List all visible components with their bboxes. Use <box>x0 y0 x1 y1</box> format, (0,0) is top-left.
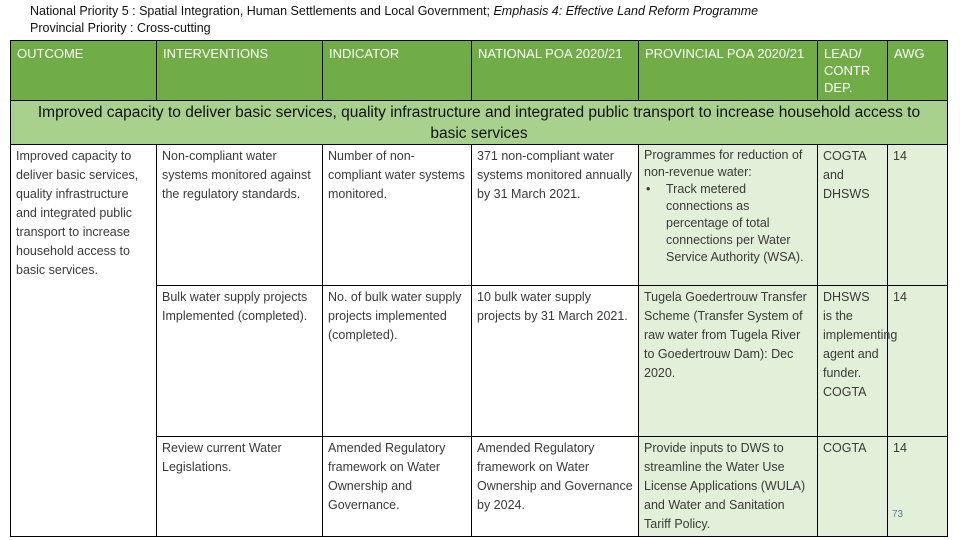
outcome-cell: Improved capacity to deliver basic services, quality infrastructure and integrated public transport to increase household access to basic services. <box>11 145 157 537</box>
header-interventions: INTERVENTIONS <box>157 41 323 101</box>
provincial-bullet-item: • Track metered connections as percentage of total connections per Water Service Authority (WSA). <box>644 181 812 266</box>
awg-cell: 14 <box>888 286 948 437</box>
intervention-cell: Bulk water supply projects Implemented (completed). <box>157 286 323 437</box>
national-poa-cell: 371 non-compliant water systems monitored annually by 31 March 2021. <box>472 145 639 286</box>
provincial-poa-cell: Provide inputs to DWS to streamline the Water Use License Applications (WULA) and Water and Sanitation Tariff Policy. <box>639 437 818 537</box>
national-poa-cell: 10 bulk water supply projects by 31 March 2021. <box>472 286 639 437</box>
lead-cell: COGTA <box>818 437 888 537</box>
emphasis-text: Emphasis 4: Effective Land Reform Programme <box>493 4 759 18</box>
header-indicator: INDICATOR <box>323 41 472 101</box>
lead-cell: DHSWS is the implementing agent and funder. COGTA <box>818 286 888 437</box>
awg-cell: 14 <box>888 145 948 286</box>
table-row <box>11 145 948 286</box>
provincial-bullet-list <box>644 181 812 266</box>
national-priority-line <box>30 4 758 18</box>
provincial-intro: Programmes for reduction of non-revenue water: <box>644 148 803 179</box>
outcome-band-title: Improved capacity to deliver basic services, quality infrastructure and integrated public transport to increase household access to basic services <box>11 101 948 145</box>
column-header-row <box>11 41 948 101</box>
priority-table <box>10 40 948 537</box>
intervention-cell: Non-compliant water systems monitored against the regulatory standards. <box>157 145 323 286</box>
header-lead: LEAD/ CONTR DEP. <box>818 41 888 101</box>
awg-cell: 14 <box>888 437 948 537</box>
provincial-poa-cell <box>639 145 818 286</box>
header-awg: AWG <box>888 41 948 101</box>
header-outcome: OUTCOME <box>11 41 157 101</box>
intervention-cell: Review current Water Legislations. <box>157 437 323 537</box>
provincial-priority-line: Provincial Priority : Cross-cutting <box>30 21 211 35</box>
national-poa-cell: Amended Regulatory framework on Water Ownership and Governance by 2024. <box>472 437 639 537</box>
header-provincial-poa: PROVINCIAL POA 2020/21 <box>639 41 818 101</box>
lead-cell: COGTA and DHSWS <box>818 145 888 286</box>
indicator-cell: Number of non-compliant water systems monitored. <box>323 145 472 286</box>
header-national-poa: NATIONAL POA 2020/21 <box>472 41 639 101</box>
national-priority-text: National Priority 5 : Spatial Integration, Human Settlements and Local Government; <box>30 4 494 18</box>
indicator-cell: Amended Regulatory framework on Water Ownership and Governance. <box>323 437 472 537</box>
outcome-band-row <box>11 101 948 145</box>
indicator-cell: No. of bulk water supply projects implemented (completed). <box>323 286 472 437</box>
provincial-poa-cell: Tugela Goedertrouw Transfer Scheme (Transfer System of raw water from Tugela River to Goedertrouw Dam): Dec 2020. <box>639 286 818 437</box>
page-number: 73 <box>892 509 904 520</box>
